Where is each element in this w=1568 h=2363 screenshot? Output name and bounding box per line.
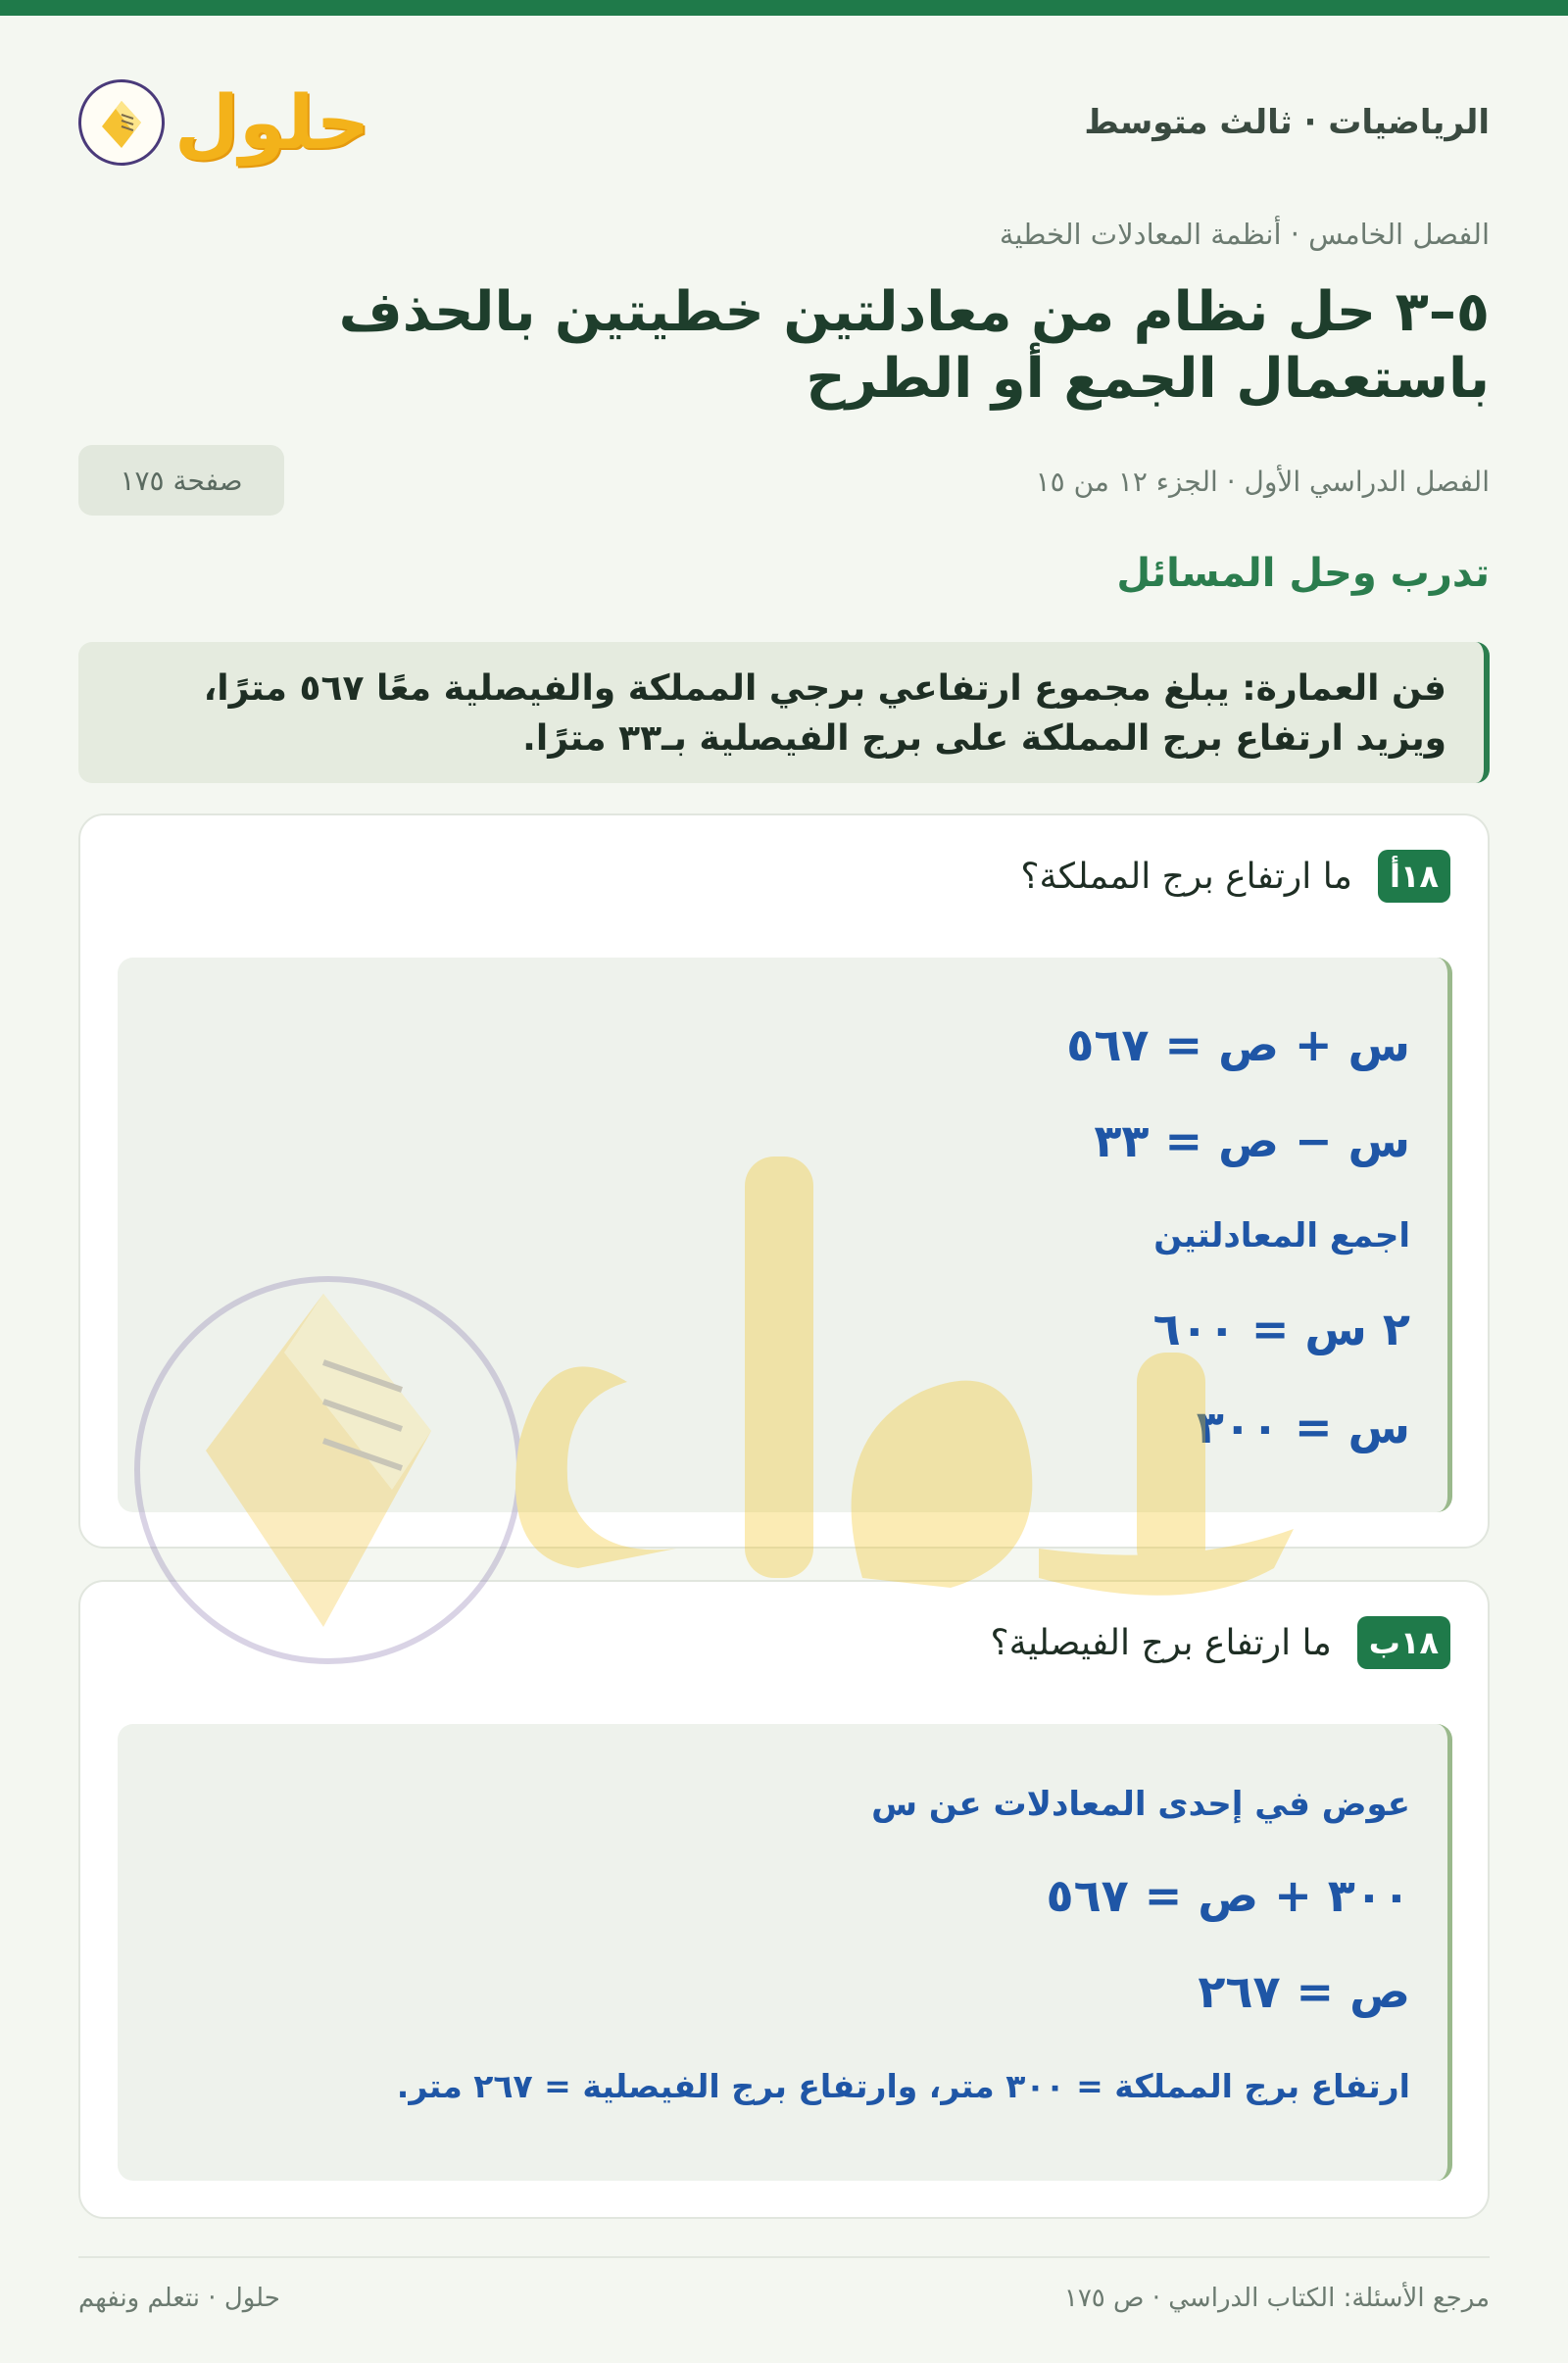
question-text: ما ارتفاع برج المملكة؟: [1020, 856, 1352, 897]
solution-note: اجمع المعادلتين: [1153, 1216, 1410, 1255]
breadcrumb: الفصل الخامس · أنظمة المعادلات الخطية: [999, 218, 1490, 251]
question-text: ما ارتفاع برج الفيصلية؟: [990, 1622, 1332, 1663]
solution-line: س − ص = ٣٣: [1094, 1114, 1410, 1167]
solution-conclusion: ارتفاع برج المملكة = ٣٠٠ متر، وارتفاع برج الفيصلية = ٢٦٧ متر.: [396, 2067, 1410, 2105]
solution-line: ص = ٢٦٧: [1198, 1965, 1410, 2018]
subject-label: الرياضيات · ثالث متوسط: [1084, 103, 1490, 142]
page-number-badge: صفحة ١٧٥: [78, 445, 284, 516]
solution-line: س = ٣٠٠: [1196, 1401, 1410, 1453]
solution-note: عوض في إحدى المعادلات عن س: [871, 1785, 1410, 1824]
question-number-badge: ١٨أ: [1378, 850, 1450, 903]
page-header: [78, 69, 1490, 176]
question-header: [991, 1616, 1450, 1669]
solution-box: [118, 1724, 1452, 2181]
problem-intro: فن العمارة: يبلغ مجموع ارتفاعي برجي المملكة والفيصلية معًا ٥٦٧ مترًا، ويزيد ارتفاع برج المملكة على برج الفيصلية بـ٣٣ مترًا.: [78, 642, 1490, 783]
question-card-18b: [78, 1580, 1490, 2219]
top-accent-bar: [0, 0, 1568, 16]
solution-line: ٢ س = ٦٠٠: [1152, 1303, 1410, 1355]
logo-wordmark: حلول: [174, 78, 370, 166]
footer-divider: [78, 2256, 1490, 2258]
question-header: [1020, 850, 1450, 903]
question-number-badge: ١٨ب: [1357, 1616, 1450, 1669]
site-logo[interactable]: [78, 79, 369, 166]
footer-brand: حلول · نتعلم ونفهم: [78, 2284, 280, 2313]
lesson-meta: الفصل الدراسي الأول · الجزء ١٢ من ١٥: [1035, 466, 1490, 498]
section-heading: تدرب وحل المسائل: [1116, 551, 1490, 596]
book-icon: [78, 79, 165, 166]
page-title: ٥–٣ حل نظام من معادلتين خطيتين بالحذف باستعمال الجمع أو الطرح: [338, 280, 1490, 412]
question-card-18a: [78, 813, 1490, 1549]
solution-line: ٣٠٠ + ص = ٥٦٧: [1046, 1869, 1410, 1922]
solution-box: [118, 958, 1452, 1512]
solution-line: س + ص = ٥٦٧: [1066, 1018, 1410, 1071]
footer-source: مرجع الأسئلة: الكتاب الدراسي · ص ١٧٥: [1063, 2284, 1490, 2313]
